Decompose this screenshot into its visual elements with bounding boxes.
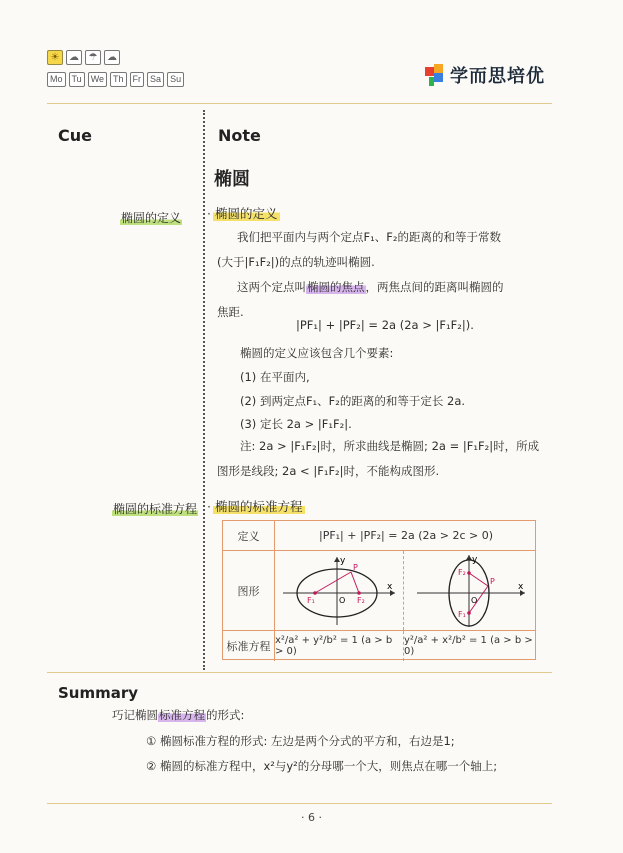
point-p-label: P	[353, 562, 358, 572]
elements-intro: 椭圆的定义应该包含几个要素:	[240, 346, 394, 360]
y-axis-label: y	[471, 554, 477, 565]
summary-title: Summary	[58, 684, 139, 702]
table-row-figure	[223, 551, 535, 631]
point-p-label: P	[489, 576, 495, 586]
definition-line-2: (大于|F₁F₂|)的点的轨迹叫椭圆.	[217, 255, 375, 269]
y-axis-label: y	[340, 555, 346, 566]
section-title: 椭圆	[214, 169, 250, 190]
vertical-ellipse-svg	[409, 553, 533, 629]
day-fr: Fr	[130, 72, 145, 87]
row-label-equation: 标准方程	[223, 631, 275, 661]
table-row-definition	[223, 521, 535, 551]
cloudy-icon: ☁	[66, 50, 82, 65]
cue-item-standard-equation: 椭圆的标准方程	[113, 502, 198, 516]
weather-icons	[47, 50, 120, 65]
definition-line-4: 焦距.	[217, 305, 244, 319]
definition-formula: |PF₁| + |PF₂| = 2a (2a > |F₁F₂|).	[296, 318, 474, 332]
note-column-title: Note	[218, 126, 261, 145]
standard-equation-table	[222, 520, 536, 660]
weekday-row	[47, 72, 184, 87]
definition-heading: · 椭圆的定义	[207, 206, 278, 221]
standard-heading: · 椭圆的标准方程	[207, 499, 303, 514]
day-we: We	[88, 72, 107, 87]
cue-item-definition: 椭圆的定义	[121, 211, 182, 225]
rain-icon: ☂	[85, 50, 101, 65]
f1-label: F₁	[457, 609, 466, 619]
sun-icon: ☀	[47, 50, 63, 65]
day-tu: Tu	[69, 72, 85, 87]
summary-item-1: ① 椭圆标准方程的形式: 左边是两个分式的平方和，右边是1;	[146, 734, 455, 748]
x-axis-label: x	[387, 581, 393, 592]
brand-logo-icon	[425, 64, 445, 86]
horizontal-equation: x²/a² + y²/b² = 1 (a > b > 0)	[275, 635, 393, 657]
f2-label: F₂	[357, 595, 365, 605]
origin-label: O	[339, 595, 346, 605]
element-2: (2) 到两定点F₁、F₂的距离的和等于定长 2a.	[240, 394, 466, 408]
definition-cell: |PF₁| + |PF₂| = 2a (2a > 2c > 0)	[318, 529, 493, 542]
page-number: · 6 ·	[301, 811, 322, 824]
row-label-definition: 定义	[223, 521, 275, 550]
cue-column-title: Cue	[58, 126, 92, 145]
row-label-figure: 图形	[223, 551, 275, 630]
note-line-1: 注: 2a > |F₁F₂|时，所求曲线是椭圆; 2a = |F₁F₂|时，所成	[240, 439, 540, 453]
vertical-equation: y²/a² + x²/b² = 1 (a > b > 0)	[404, 635, 533, 657]
focus-term: 椭圆的焦点	[307, 280, 365, 294]
header-divider	[47, 103, 552, 104]
day-mo: Mo	[47, 72, 66, 87]
definition-line-1: 我们把平面内与两个定点F₁、F₂的距离的和等于常数	[237, 230, 501, 244]
brand	[425, 62, 545, 88]
day-th: Th	[110, 72, 127, 87]
vertical-ellipse-figure	[404, 551, 537, 630]
f2-label: F₂	[457, 567, 466, 577]
table-row-equation	[223, 631, 535, 661]
element-3: (3) 定长 2a > |F₁F₂|.	[240, 417, 352, 431]
day-sa: Sa	[147, 72, 164, 87]
note-line-2: 图形是线段; 2a < |F₁F₂|时，不能构成图形.	[217, 464, 440, 478]
footer-divider	[47, 803, 552, 804]
day-su: Su	[167, 72, 184, 87]
column-divider	[203, 110, 205, 670]
brand-name: 学而思培优	[450, 66, 545, 87]
summary-divider	[47, 672, 552, 673]
f1-label: F₁	[307, 595, 315, 605]
horizontal-ellipse-svg	[277, 553, 401, 629]
element-1: (1) 在平面内,	[240, 370, 310, 384]
origin-label: O	[470, 595, 477, 605]
x-axis-label: x	[517, 581, 523, 592]
cloud-icon: ☁	[104, 50, 120, 65]
summary-item-2: ② 椭圆的标准方程中，x²与y²的分母哪一个大，则焦点在哪一个轴上;	[146, 759, 498, 773]
horizontal-ellipse-figure	[275, 551, 403, 630]
summary-intro: 巧记椭圆标准方程的形式:	[112, 708, 245, 722]
definition-line-3: 这两个定点叫椭圆的焦点，两焦点间的距离叫椭圆的	[237, 280, 504, 294]
